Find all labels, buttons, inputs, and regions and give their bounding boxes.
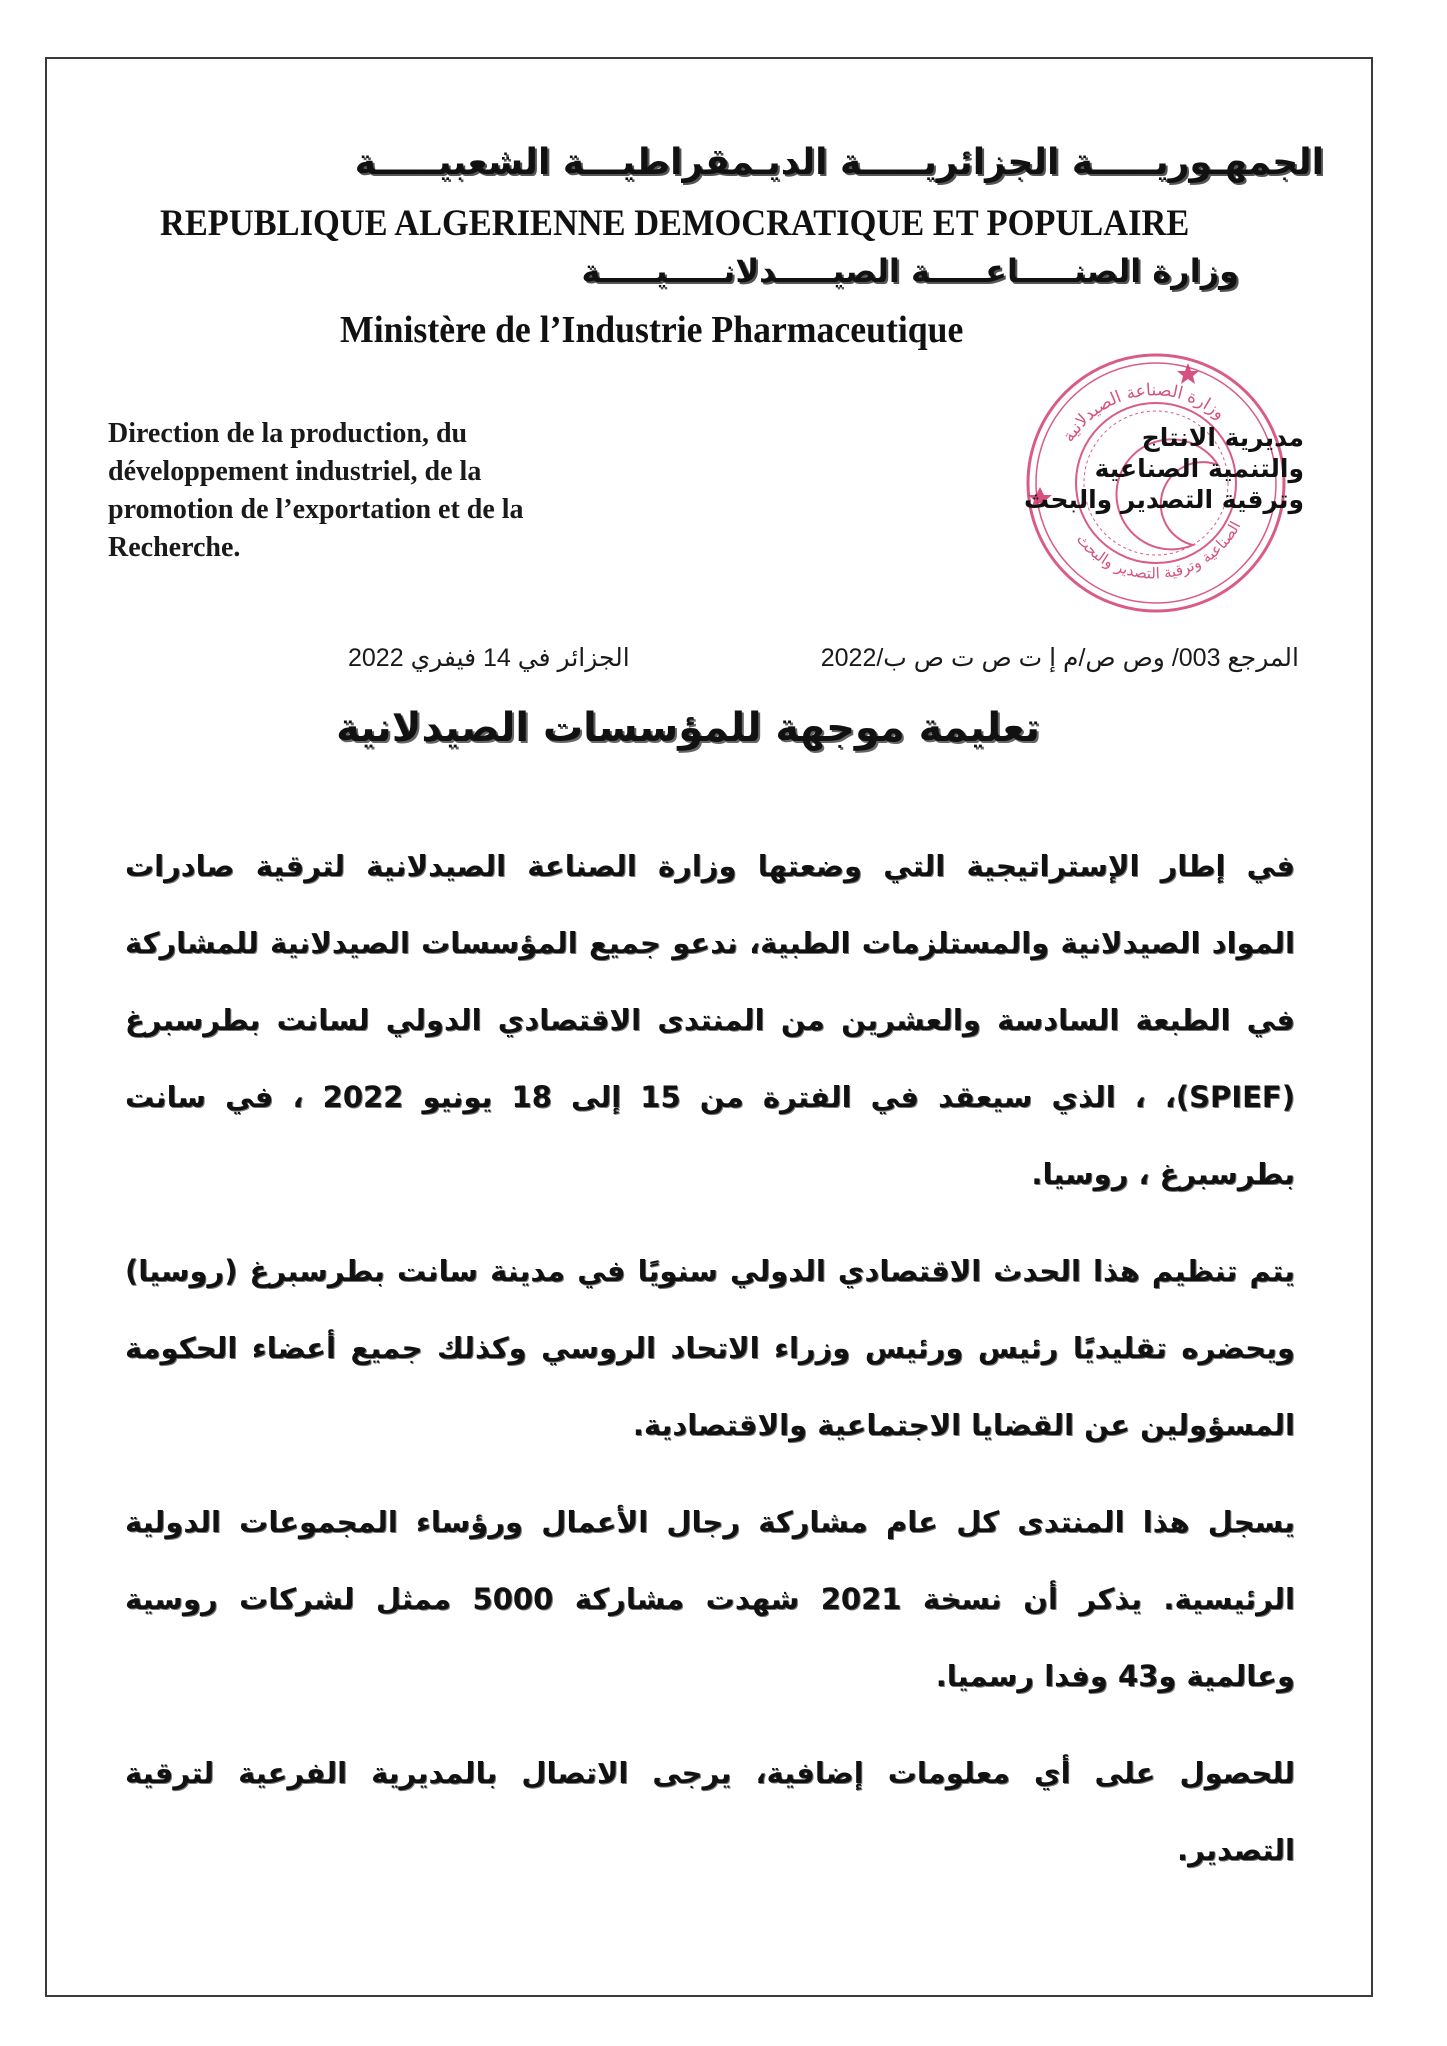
republic-title-arabic: الجمهـوريـــــة الجزائريـــــة الديـمقراطيـــة الشعبيـــــة — [354, 142, 1324, 183]
body-line: يسجل هذا المنتدى كل عام مشاركة رجال الأعمال ورؤساء المجموعات الدولية — [125, 1505, 1295, 1539]
direction-arabic-line: والتنمية الصناعية — [1094, 454, 1304, 483]
body-line: في إطار الإستراتيجية التي وضعتها وزارة الصناعة الصيدلانية لترقية صادرات — [125, 849, 1295, 883]
body-line: التصدير. — [1177, 1833, 1295, 1867]
stamp-lower-text: الصناعية وترقية التصدير والبحث — [1072, 518, 1245, 583]
direction-arabic-line: مديرية الانتاج — [1141, 423, 1304, 452]
document-title: تعليمة موجهة للمؤسسات الصيدلانية — [336, 705, 1040, 751]
ministry-title-french: Ministère de l’Industrie Pharmaceutique — [340, 309, 964, 351]
document-body — [125, 840, 1295, 1921]
paragraph-3 — [125, 1496, 1295, 1727]
republic-title-french: REPUBLIQUE ALGERIENNE DEMOCRATIQUE ET POPULAIRE — [160, 203, 1190, 244]
body-line: في الطبعة السادسة والعشرين من المنتدى الاقتصادي الدولي لسانت بطرسبرغ — [125, 1003, 1295, 1037]
body-line: وعالمية و43 وفدا رسميا. — [935, 1659, 1295, 1693]
ministry-title-arabic: وزارة الصنـــــاعـــــة الصيـــــدلانـــــيـــــة — [581, 252, 1239, 290]
body-line: الرئيسية. يذكر أن نسخة 2021 شهدت مشاركة 5000 ممثل لشركات روسية — [125, 1582, 1295, 1616]
body-line: (SPIEF)، ، الذي سيعقد في الفترة من 15 إلى 18 يونيو 2022 ، في سانت — [125, 1080, 1295, 1114]
body-line: المواد الصيدلانية والمستلزمات الطبية، ندعو جميع المؤسسات الصيدلانية للمشاركة — [125, 926, 1295, 960]
direction-french-line: Recherche. — [108, 532, 241, 563]
document-date: الجزائر في 14 فيفري 2022 — [348, 644, 630, 672]
body-line: بطرسبرغ ، روسيا. — [1031, 1157, 1295, 1191]
stamp-outer-text: وزارة الصناعة الصيدلانية — [1058, 380, 1229, 446]
paragraph-2 — [125, 1245, 1295, 1476]
direction-french-line: promotion de l’exportation et de la — [108, 494, 524, 525]
direction-french-line: Direction de la production, du — [108, 418, 468, 449]
reference-number: المرجع 003/ وص ص/م إ ت ص ت ص ب/2022 — [820, 644, 1299, 672]
body-line: يتم تنظيم هذا الحدث الاقتصادي الدولي سنويًا في مدينة سانت بطرسبرغ (روسيا) — [125, 1254, 1295, 1288]
direction-arabic-line: وترقية التصدير والبحث — [1024, 485, 1304, 514]
direction-french-line: développement industriel, de la — [108, 456, 482, 487]
direction-french — [108, 415, 668, 567]
paragraph-4 — [125, 1747, 1295, 1901]
paragraph-1 — [125, 840, 1295, 1225]
body-line: للحصول على أي معلومات إضافية، يرجى الاتصال بالمديرية الفرعية لترقية — [125, 1756, 1295, 1790]
body-line: المسؤولين عن القضايا الاجتماعية والاقتصادية. — [632, 1408, 1295, 1442]
body-line: ويحضره تقليديًا رئيس ورئيس وزراء الاتحاد الروسي وكذلك جميع أعضاء الحكومة — [125, 1331, 1295, 1365]
direction-arabic — [1024, 422, 1304, 515]
